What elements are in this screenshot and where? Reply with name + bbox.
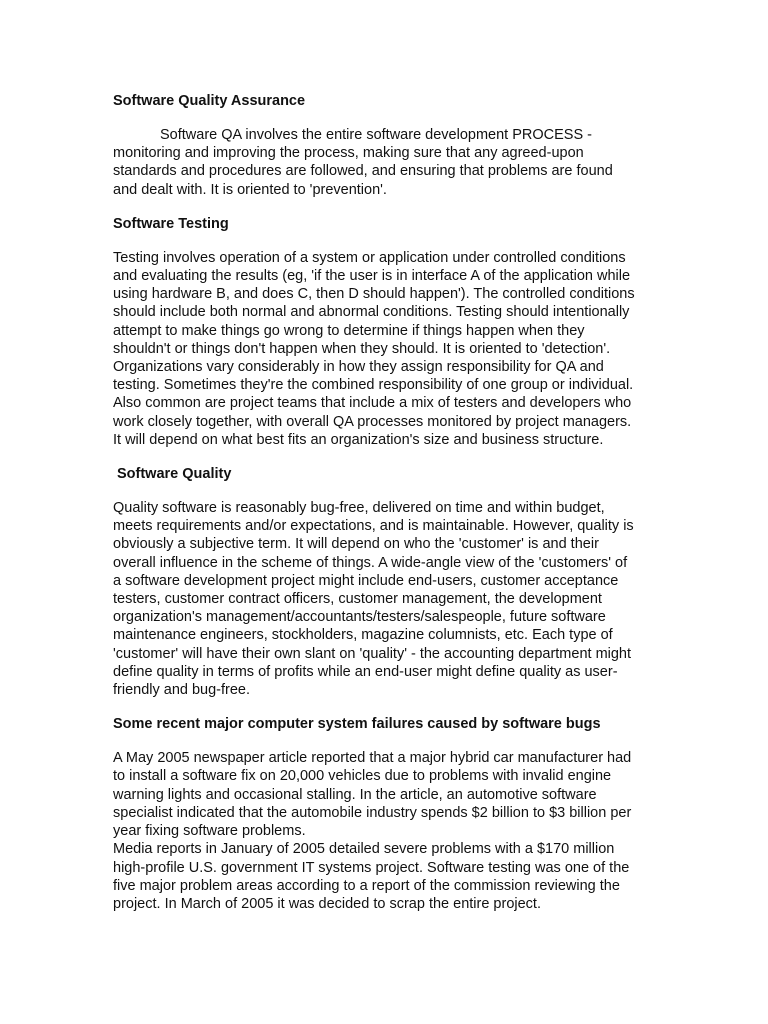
paragraph-line: year fixing software problems. — [113, 823, 306, 840]
paragraph-line: and dealt with. It is oriented to 'prevention'. — [113, 181, 387, 198]
paragraph-line: work closely together, with overall QA processes monitored by project managers. — [113, 413, 632, 430]
paragraph-line: meets requirements and/or expectations, and is maintainable. However, quality is — [113, 518, 634, 535]
paragraph-line: A May 2005 newspaper article reported that a major hybrid car manufacturer had — [113, 750, 632, 767]
section-heading-software-quality: Software Quality — [117, 466, 232, 483]
paragraph-line: shouldn't or things don't happen when they should. It is oriented to 'detection'. — [113, 340, 611, 357]
paragraph-line: specialist indicated that the automobile industry spends $2 billion to $3 billion per — [113, 804, 632, 821]
paragraph-line: Software QA involves the entire software development PROCESS - — [160, 127, 592, 143]
paragraph-line: Organizations vary considerably in how they assign responsibility for QA and — [113, 359, 604, 376]
paragraph-software-testing — [113, 249, 661, 449]
paragraph-software-qa — [113, 126, 661, 199]
paragraph-line: testers, customer contract officers, customer management, the development — [113, 591, 602, 608]
paragraph-line: Testing involves operation of a system or application under controlled conditions — [113, 249, 626, 266]
paragraph-line: Media reports in January of 2005 detailed severe problems with a $170 million — [113, 841, 615, 858]
paragraph-line: high-profile U.S. government IT systems project. Software testing was one of the — [113, 859, 630, 876]
paragraph-line: project. In March of 2005 it was decided to scrap the entire project. — [113, 895, 541, 912]
paragraph-line: should include both normal and abnormal conditions. Testing should intentionally — [113, 304, 630, 321]
paragraph-line: standards and procedures are followed, and ensuring that problems are found — [113, 163, 613, 180]
section-heading-software-testing: Software Testing — [113, 215, 229, 232]
paragraph-line: maintenance engineers, stockholders, magazine columnists, etc. Each type of — [113, 627, 613, 644]
paragraph-line: organization's management/accountants/testers/salespeople, future software — [113, 609, 606, 626]
paragraph-software-failures — [113, 749, 661, 913]
paragraph-line: attempt to make things go wrong to determine if things happen when they — [113, 322, 585, 339]
paragraph-line: Also common are project teams that include a mix of testers and developers who — [113, 395, 632, 412]
section-heading-software-quality-assurance: Software Quality Assurance — [113, 93, 306, 109]
section-heading-software-failures: Some recent major computer system failures caused by software bugs — [113, 716, 601, 733]
paragraph-line: warning lights and occasional stalling. In the article, an automotive software — [113, 786, 597, 803]
paragraph-line: and evaluating the results (eg, 'if the user is in interface A of the application while — [113, 268, 631, 285]
paragraph-line: define quality in terms of profits while an end-user might define quality as user- — [113, 663, 618, 680]
paragraph-line: five major problem areas according to a report of the commission reviewing the — [113, 877, 620, 894]
paragraph-line: obviously a subjective term. It will depend on who the 'customer' is and their — [113, 536, 599, 553]
paragraph-line: using hardware B, and does C, then D should happen'). The controlled conditions — [113, 286, 635, 303]
paragraph-software-quality — [113, 499, 661, 699]
paragraph-line: It will depend on what best fits an organization's size and business structure. — [113, 431, 604, 448]
paragraph-line: overall influence in the scheme of things. A wide-angle view of the 'customers' of — [113, 554, 628, 571]
document-body — [113, 92, 661, 913]
paragraph-line: to install a software fix on 20,000 vehicles due to problems with invalid engine — [113, 768, 612, 785]
paragraph-line: 'customer' will have their own slant on 'quality' - the accounting department might — [113, 645, 632, 662]
paragraph-line: Quality software is reasonably bug-free, delivered on time and within budget, — [113, 500, 605, 517]
paragraph-line: testing. Sometimes they're the combined responsibility of one group or individual. — [113, 377, 634, 394]
paragraph-line: monitoring and improving the process, making sure that any agreed-upon — [113, 145, 584, 162]
paragraph-line: friendly and bug-free. — [113, 682, 251, 699]
paragraph-line: a software development project might include end-users, customer acceptance — [113, 572, 619, 589]
